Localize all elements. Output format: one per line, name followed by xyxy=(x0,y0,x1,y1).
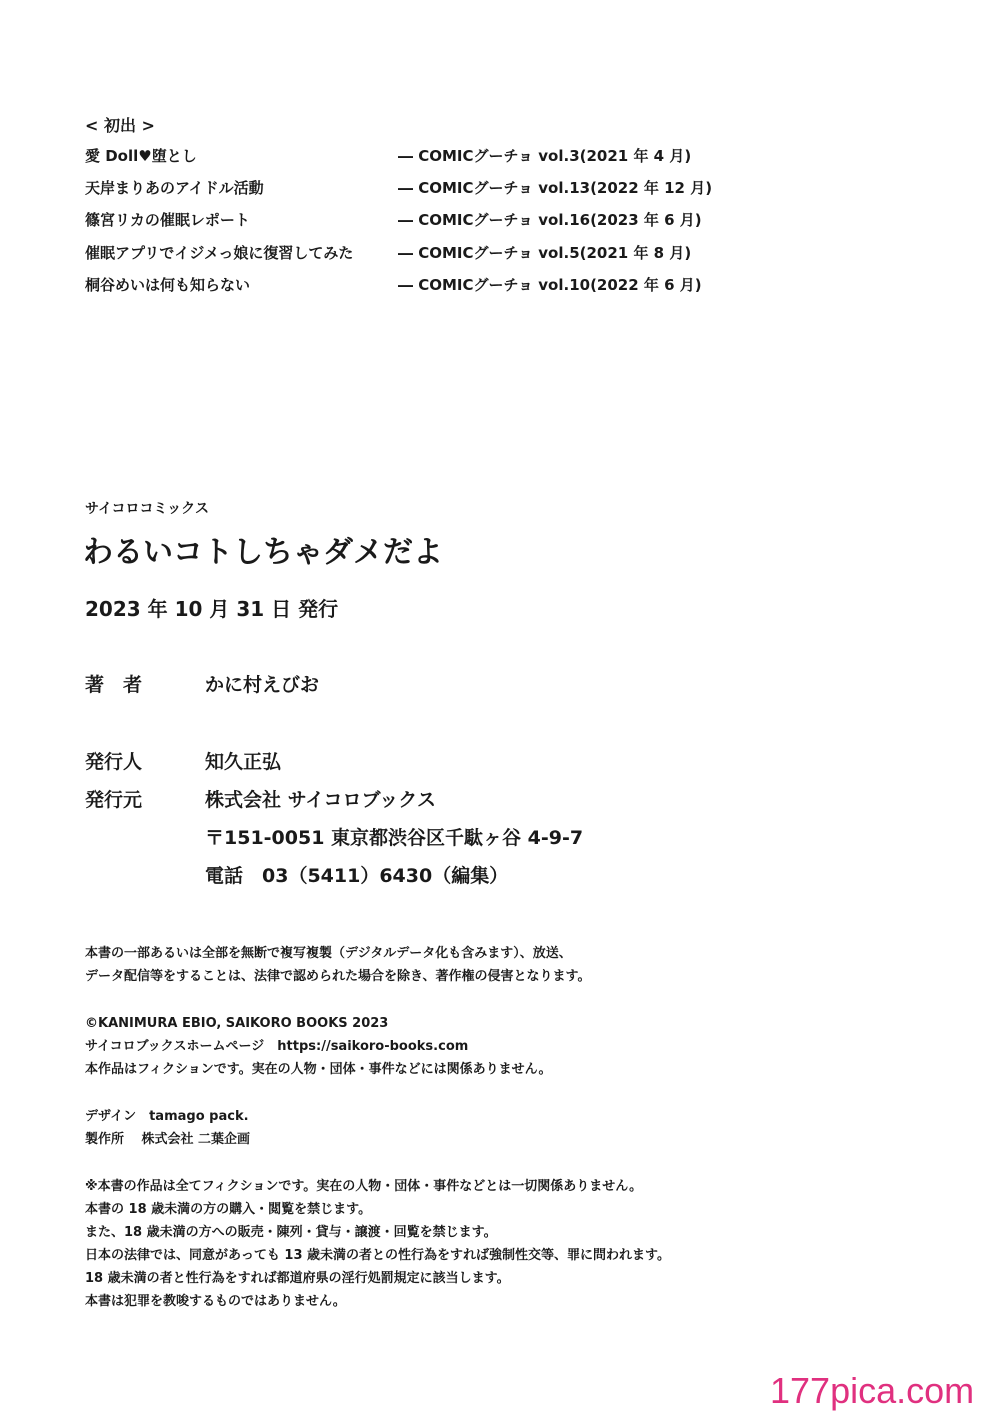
warning-line-5: 18 歳未満の者と性行為をすれば都道府県の淫行処罰規定に該当します。 xyxy=(85,1271,510,1286)
publisher-phone: 電話 03（5411）6430（編集） xyxy=(205,865,509,887)
author-label: 著 者 xyxy=(85,674,143,696)
first-pub-source-4: ― COMICグーチョ vol.5(2021 年 8 月) xyxy=(398,244,692,262)
publisher-person-name: 知久正弘 xyxy=(205,751,282,773)
copy-notice-line-2: データ配信等をすることは、法律で認められた場合を除き、著作権の侵害となります。 xyxy=(85,969,591,984)
homepage-line: サイコロブックスホームページ https://saikoro-books.com xyxy=(85,1039,469,1054)
first-pub-title-3: 篠宮リカの催眠レポート xyxy=(85,211,250,229)
author-name: かに村えびお xyxy=(205,674,320,696)
copyright-line: ©KANIMURA EBIO, SAIKORO BOOKS 2023 xyxy=(85,1016,389,1031)
book-title: わるいコトしちゃダメだよ xyxy=(83,535,443,570)
publication-date: 2023 年 10 月 31 日 発行 xyxy=(85,597,339,621)
copy-notice-line-1: 本書の一部あるいは全部を無断で複写複製（デジタルデータ化も含みます）、放送、 xyxy=(85,946,572,961)
first-pub-source-1: ― COMICグーチョ vol.3(2021 年 4 月) xyxy=(398,147,692,165)
first-pub-title-2: 天岸まりあのアイドル活動 xyxy=(85,179,264,197)
warning-line-3: また、18 歳未満の方への販売・陳列・貸与・譲渡・回覧を禁じます。 xyxy=(85,1225,497,1240)
first-pub-source-2: ― COMICグーチョ vol.13(2022 年 12 月) xyxy=(398,179,713,197)
first-pub-title-1: 愛 Doll♥堕とし xyxy=(85,147,197,165)
publisher-address: 〒151-0051 東京都渋谷区千駄ヶ谷 4-9-7 xyxy=(205,827,584,849)
warning-line-4: 日本の法律では、同意があっても 13 歳未満の者との性行為をすれば強制性交等、罪に問われます。 xyxy=(85,1248,670,1263)
first-pub-title-4: 催眠アプリでイジメっ娘に復習してみた xyxy=(85,244,354,262)
warning-line-1: ※本書の作品は全てフィクションです。実在の人物・団体・事件などとは一切関係ありません。 xyxy=(85,1179,643,1194)
series-name: サイコロコミックス xyxy=(85,501,210,517)
printer-credit: 製作所 株式会社 二葉企画 xyxy=(85,1132,251,1147)
warning-line-6: 本書は犯罪を教唆するものではありません。 xyxy=(85,1294,346,1309)
design-credit: デザイン tamago pack. xyxy=(85,1109,249,1124)
site-watermark: 177pica.com xyxy=(770,1370,975,1411)
first-pub-title-5: 桐谷めいは何も知らない xyxy=(85,276,251,294)
first-pub-source-3: ― COMICグーチョ vol.16(2023 年 6 月) xyxy=(398,211,702,229)
publisher-name: 株式会社 サイコロブックス xyxy=(205,789,437,811)
warning-line-2: 本書の 18 歳未満の方の購入・閲覧を禁じます。 xyxy=(85,1202,372,1217)
publisher-person-label: 発行人 xyxy=(85,751,143,773)
publisher-label: 発行元 xyxy=(85,789,143,811)
first-publication-heading: < 初出 > xyxy=(85,116,155,135)
fiction-notice: 本作品はフィクションです。実在の人物・団体・事件などには関係ありません。 xyxy=(85,1062,552,1077)
first-pub-source-5: ― COMICグーチョ vol.10(2022 年 6 月) xyxy=(398,276,702,294)
